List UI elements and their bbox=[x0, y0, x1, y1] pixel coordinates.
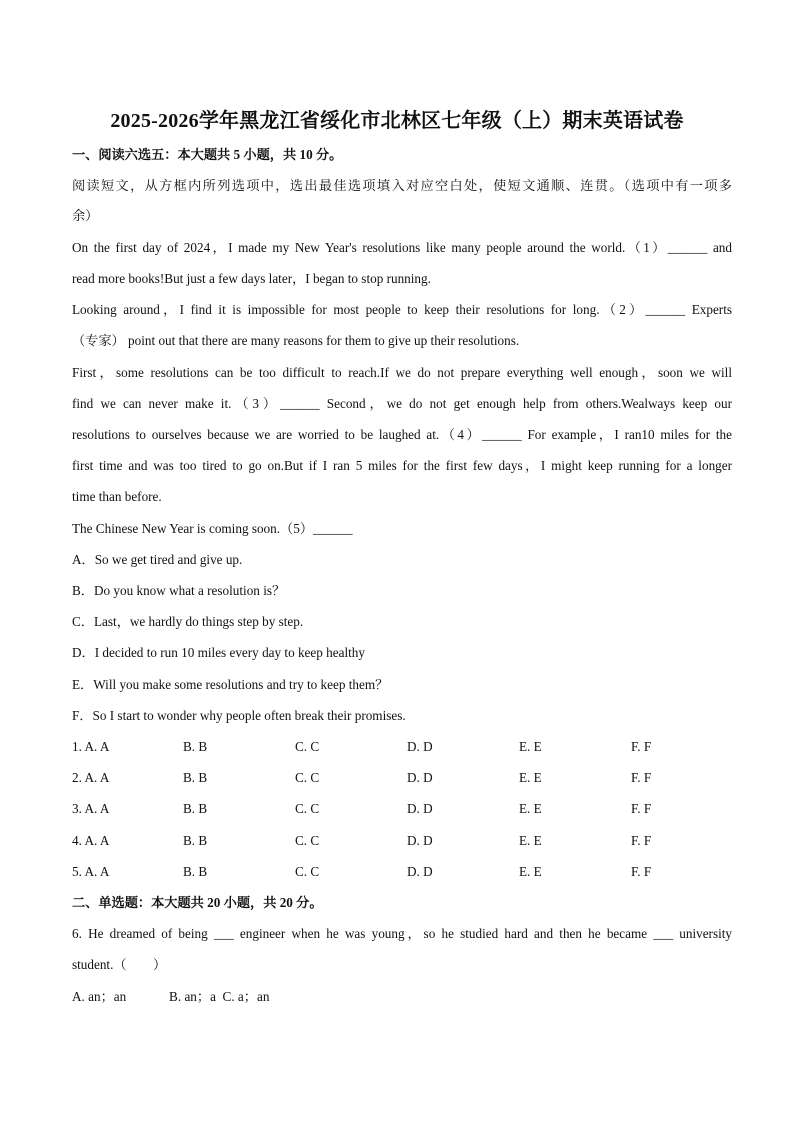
choice[interactable]: B. B bbox=[183, 864, 208, 879]
choice[interactable]: E. E bbox=[519, 801, 542, 816]
choice[interactable]: B. B bbox=[183, 833, 208, 848]
question-6-options: A. an；an B. an；a C. a；an bbox=[72, 989, 270, 1004]
choice[interactable]: 3. A. A bbox=[72, 801, 110, 816]
question-6-line-2: student.（ ） bbox=[72, 957, 167, 972]
choice[interactable]: C. C bbox=[295, 833, 320, 848]
choice[interactable]: B. B bbox=[183, 770, 208, 785]
passage-line: time than before. bbox=[72, 489, 162, 504]
choice[interactable]: D. D bbox=[407, 770, 433, 785]
option-e: E．Will you make some resolutions and try to keep them？ bbox=[72, 677, 389, 692]
option-d: D．I decided to run 10 miles every day to keep healthy bbox=[72, 645, 365, 660]
answer-choice-row bbox=[72, 769, 732, 787]
passage-line: On the first day of 2024，I made my New Year's resolutions like many people around the world.（1）______ and bbox=[72, 240, 732, 255]
choice[interactable]: F. F bbox=[631, 801, 652, 816]
choice[interactable]: F. F bbox=[631, 770, 652, 785]
choice[interactable]: E. E bbox=[519, 770, 542, 785]
instruction-line-1: 阅读短文，从方框内所列选项中，选出最佳选项填入对应空白处，使短文通顺、连贯。（选项中有一项多 bbox=[72, 178, 732, 193]
choice[interactable]: D. D bbox=[407, 739, 433, 754]
choice[interactable]: B. B bbox=[183, 801, 208, 816]
passage-line: read more books!But just a few days later，I began to stop running. bbox=[72, 271, 431, 286]
option-f: F．So I start to wonder why people often break their promises. bbox=[72, 708, 406, 723]
choice[interactable]: F. F bbox=[631, 739, 652, 754]
passage-line: The Chinese New Year is coming soon.（5）______ bbox=[72, 521, 353, 536]
option-a: A．So we get tired and give up. bbox=[72, 552, 243, 567]
answer-choice-row bbox=[72, 832, 732, 850]
page-title: 2025-2026学年黑龙江省绥化市北林区七年级（上）期末英语试卷 bbox=[110, 110, 684, 132]
choice[interactable]: 4. A. A bbox=[72, 833, 110, 848]
choice[interactable]: F. F bbox=[631, 833, 652, 848]
section1-heading: 一、阅读六选五：本大题共 5 小题，共 10 分。 bbox=[72, 147, 343, 162]
choice[interactable]: 2. A. A bbox=[72, 770, 110, 785]
passage-line: First，some resolutions can be too difficult to reach.If we do not prepare everything well enough，soon we will bbox=[72, 365, 732, 380]
answer-choice-row bbox=[72, 800, 732, 818]
passage-line: Looking around，I find it is impossible for most people to keep their resolutions for long.（2）______ Experts bbox=[72, 302, 732, 317]
passage-line: resolutions to ourselves because we are worried to be laughed at.（4）______ For example，I ran10 miles for the bbox=[72, 427, 732, 442]
answer-choice-row bbox=[72, 738, 732, 756]
passage-line: find we can never make it.（3）______ Second，we do not get enough help from others.Wealways keep our bbox=[72, 396, 732, 411]
choice[interactable]: E. E bbox=[519, 833, 542, 848]
choice[interactable]: 1. A. A bbox=[72, 739, 110, 754]
choice[interactable]: E. E bbox=[519, 739, 542, 754]
option-b: B．Do you know what a resolution is？ bbox=[72, 583, 286, 598]
question-6-line-1: 6. He dreamed of being ___ engineer when he was young，so he studied hard and then he became ___ university bbox=[72, 926, 732, 941]
choice[interactable]: C. C bbox=[295, 739, 320, 754]
choice[interactable]: C. C bbox=[295, 801, 320, 816]
choice[interactable]: E. E bbox=[519, 864, 542, 879]
option-c: C．Last，we hardly do things step by step. bbox=[72, 614, 304, 629]
choice[interactable]: F. F bbox=[631, 864, 652, 879]
passage-line: first time and was too tired to go on.But if I ran 5 miles for the first few days，I might keep running for a longer bbox=[72, 458, 732, 473]
choice[interactable]: B. B bbox=[183, 739, 208, 754]
passage-line: （专家） point out that there are many reasons for them to give up their resolutions. bbox=[72, 333, 520, 348]
choice[interactable]: D. D bbox=[407, 833, 433, 848]
choice[interactable]: D. D bbox=[407, 864, 433, 879]
choice[interactable]: C. C bbox=[295, 864, 320, 879]
choice[interactable]: D. D bbox=[407, 801, 433, 816]
answer-choice-row bbox=[72, 863, 732, 881]
instruction-line-2: 余） bbox=[72, 208, 99, 223]
choice[interactable]: C. C bbox=[295, 770, 320, 785]
section2-heading: 二、单选题：本大题共 20 小题，共 20 分。 bbox=[72, 895, 323, 910]
choice[interactable]: 5. A. A bbox=[72, 864, 110, 879]
